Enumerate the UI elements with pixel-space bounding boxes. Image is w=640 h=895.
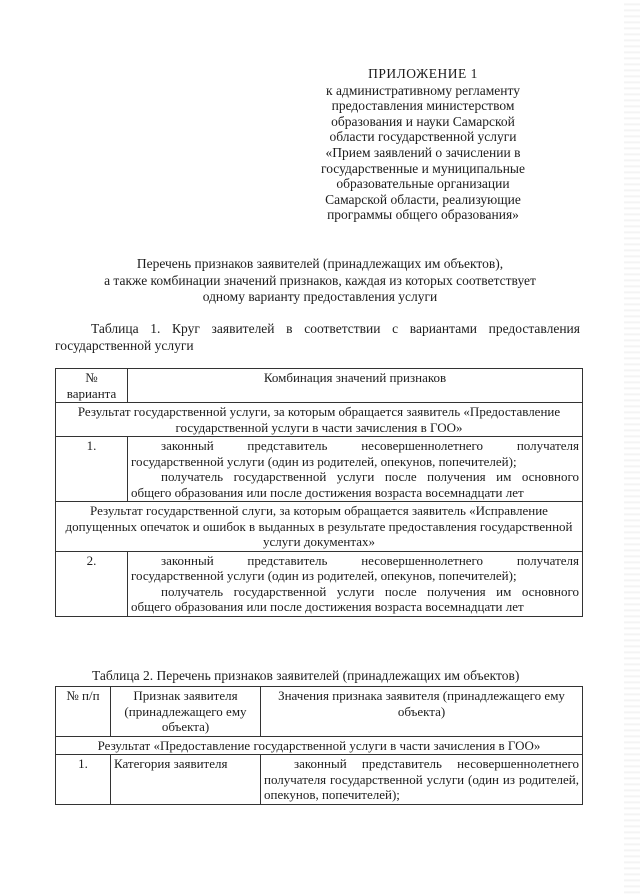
table1-caption-line2: государственной услуги [55, 337, 194, 353]
variant-number: 2. [56, 551, 128, 616]
table-header-row [56, 369, 583, 403]
appendix-line: к административному регламенту [326, 82, 520, 98]
document-heading [60, 256, 580, 306]
appendix-line: предоставления министерством [331, 98, 515, 114]
heading-line: а также комбинации значений признаков, каждая из которых соответствует [104, 272, 536, 288]
combination-line: получатель государственной услуги после получения им основного общего образования или после достижения возраста восемнадцати лет [131, 469, 579, 500]
table-applicant-signs [55, 686, 583, 805]
combination-line: законный представитель несовершеннолетнего получателя государственной услуги (один из родителей, опекунов, попечителей); [131, 438, 579, 469]
result-row [56, 403, 583, 437]
header-value: Значения признака заявителя (принадлежащего ему объекта) [261, 687, 583, 737]
appendix-line: области государственной услуги [329, 129, 517, 145]
result-row [56, 502, 583, 552]
variant-number: 1. [56, 437, 128, 502]
combination-line: получатель государственной услуги после получения им основного общего образования или после достижения возраста восемнадцати лет [131, 583, 579, 614]
sign-name: Категория заявителя [111, 755, 261, 805]
appendix-line: программы общего образования» [327, 207, 519, 223]
header-variant-number: № варианта [56, 369, 128, 403]
combination-cell [128, 437, 583, 502]
appendix-title: ПРИЛОЖЕНИЕ 1 [368, 66, 478, 81]
appendix-block [318, 66, 528, 223]
result-text: Результат государственной услуги, за которым обращается заявитель «Предоставление государственной услуги в части зачисления в ГОО» [56, 403, 583, 437]
header-combination: Комбинация значений признаков [128, 369, 583, 403]
table-row [56, 551, 583, 616]
appendix-line: образования и науки Самарской [331, 113, 515, 129]
combination-cell [128, 551, 583, 616]
result-text: Результат государственной слуги, за которым обращается заявитель «Исправление допущенных опечаток и ошибок в выданных в результате предоставления государственной услуги документах» [56, 502, 583, 552]
scan-edge-artifact [624, 0, 640, 895]
appendix-line: Самарской области, реализующие [325, 191, 521, 207]
appendix-line: государственные и муниципальные [321, 160, 525, 176]
combination-line: законный представитель несовершеннолетнего получателя государственной услуги (один из родителей, опекунов, попечителей); [131, 552, 579, 583]
appendix-line: «Прием заявлений о зачислении в [325, 144, 521, 160]
table2-caption: Таблица 2. Перечень признаков заявителей (принадлежащих им объектов) [92, 668, 520, 683]
table1-caption-line1: Таблица 1. Круг заявителей в соответствии с вариантами предоставления [91, 321, 580, 336]
table-applicant-variants [55, 368, 583, 617]
appendix-line: образовательные организации [336, 176, 510, 192]
sign-value-cell [261, 755, 583, 805]
header-number: № п/п [56, 687, 111, 737]
result-text: Результат «Предоставление государственной услуги в части зачисления в ГОО» [56, 736, 583, 755]
table-row [56, 437, 583, 502]
heading-line: Перечень признаков заявителей (принадлежащих им объектов), [136, 256, 504, 271]
header-sign: Признак заявителя (принадлежащего ему объекта) [111, 687, 261, 737]
sign-value: законный представитель несовершеннолетнего получателя государственной услуги (один из родителей, опекунов, попечителей); [264, 756, 579, 802]
table1-caption [55, 321, 580, 354]
result-row [56, 736, 583, 755]
table-header-row [56, 687, 583, 737]
heading-line: одному варианту предоставления услуги [202, 289, 438, 304]
row-number: 1. [56, 755, 111, 805]
table-row [56, 755, 583, 805]
